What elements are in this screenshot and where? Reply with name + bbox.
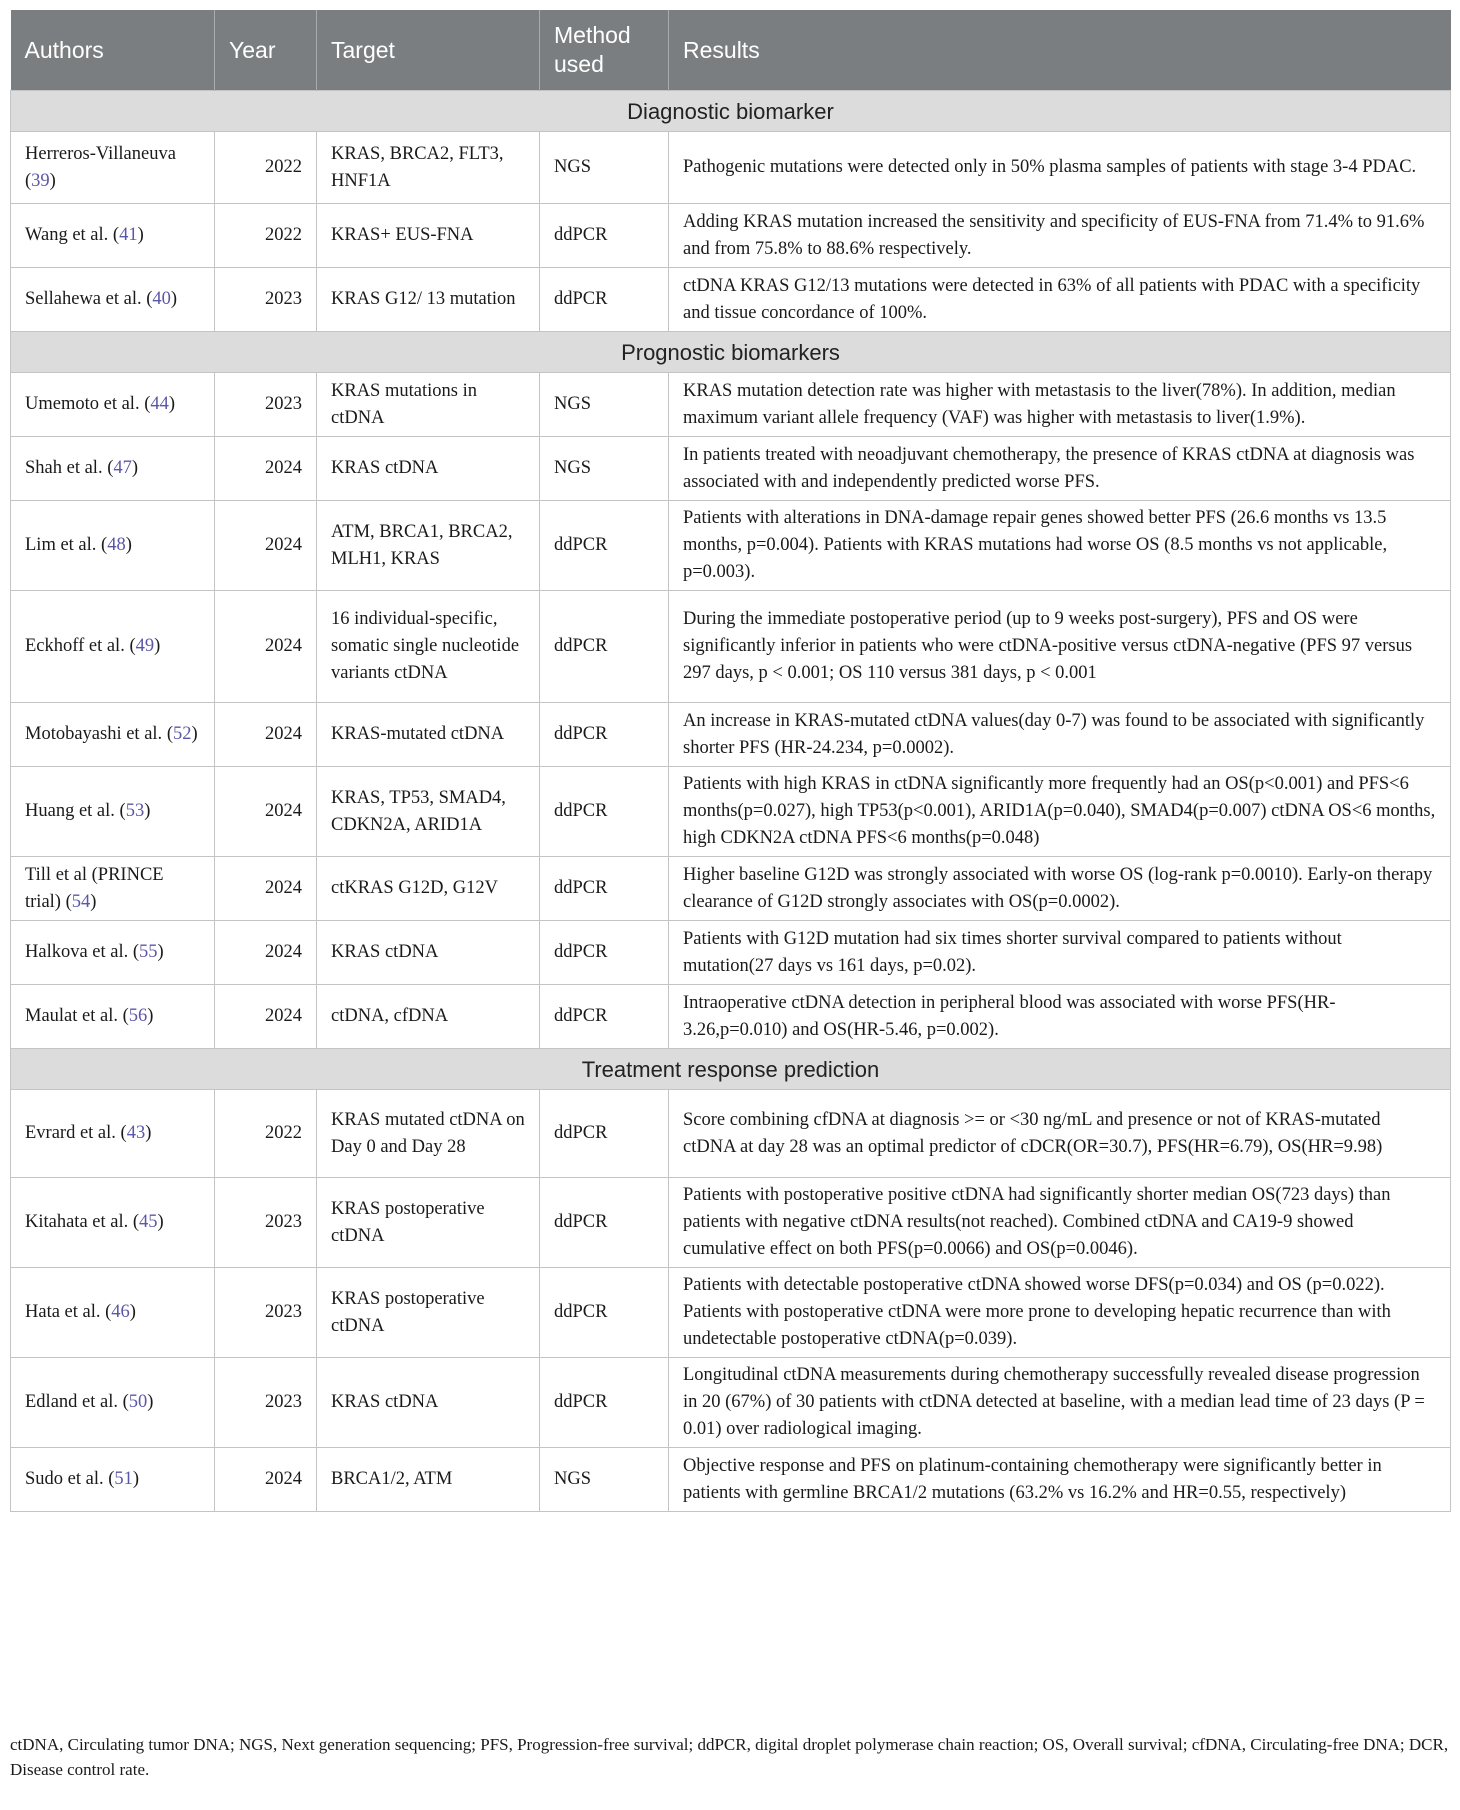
- author-cell: Till et al (PRINCE trial) (54): [11, 857, 215, 921]
- method-cell: NGS: [540, 132, 669, 204]
- reference-link[interactable]: 40: [152, 289, 171, 309]
- year-cell: 2024: [215, 767, 317, 857]
- result-cell: Score combining cfDNA at diagnosis >= or <30 ng/mL and presence or not of KRAS-mutated ctDNA at day 28 was an optimal predictor of cDCR(OR=30.7), PFS(HR=6.79), OS(HR=9.98): [669, 1090, 1451, 1178]
- author-cell: Wang et al. (41): [11, 204, 215, 268]
- year-cell: 2023: [215, 1178, 317, 1268]
- method-cell: ddPCR: [540, 857, 669, 921]
- year-cell: 2024: [215, 1448, 317, 1512]
- method-cell: ddPCR: [540, 1090, 669, 1178]
- result-cell: In patients treated with neoadjuvant chemotherapy, the presence of KRAS ctDNA at diagnosis was associated with and independently predicted worse PFS.: [669, 437, 1451, 501]
- target-cell: BRCA1/2, ATM: [317, 1448, 540, 1512]
- method-cell: ddPCR: [540, 268, 669, 332]
- reference-link[interactable]: 43: [126, 1123, 146, 1143]
- author-cell: Edland et al. (50): [11, 1358, 215, 1448]
- reference-link[interactable]: 41: [119, 225, 138, 245]
- target-cell: KRAS postoperative ctDNA: [317, 1268, 540, 1358]
- author-cell: Evrard et al. (43): [11, 1090, 215, 1178]
- biomarker-table: [10, 10, 1451, 1512]
- result-cell: ctDNA KRAS G12/13 mutations were detected in 63% of all patients with PDAC with a specificity and tissue concordance of 100%.: [669, 268, 1451, 332]
- author-cell: Shah et al. (47): [11, 437, 215, 501]
- result-cell: Objective response and PFS on platinum-containing chemotherapy were significantly better in patients with germline BRCA1/2 mutations (63.2% vs 16.2% and HR=0.55, respectively): [669, 1448, 1451, 1512]
- target-cell: KRAS ctDNA: [317, 437, 540, 501]
- table-row: [11, 921, 1451, 985]
- section-title: Prognostic biomarkers: [11, 332, 1451, 373]
- result-cell: Patients with high KRAS in ctDNA significantly more frequently had an OS(p<0.001) and PFS<6 months(p=0.027), high TP53(p<0.001), ARID1A(p=0.040), SMAD4(p=0.007) ctDNA OS<6 months, high CDKN2A ctDNA PFS<6 months(p=0.048): [669, 767, 1451, 857]
- result-cell: During the immediate postoperative period (up to 9 weeks post-surgery), PFS and OS were significantly inferior in patients who were ctDNA-positive versus ctDNA-negative (PFS 97 versus 297 days, p < 0.001; OS 110 versus 381 days, p < 0.001: [669, 591, 1451, 703]
- reference-link[interactable]: 46: [111, 1302, 130, 1322]
- author-name: Halkova et al.: [25, 942, 129, 962]
- header-year: Year: [215, 10, 317, 91]
- year-cell: 2022: [215, 132, 317, 204]
- result-cell: Pathogenic mutations were detected only in 50% plasma samples of patients with stage 3-4 PDAC.: [669, 132, 1451, 204]
- section-header-row: [11, 332, 1451, 373]
- year-cell: 2023: [215, 373, 317, 437]
- author-name: Umemoto et al.: [25, 394, 140, 414]
- target-cell: KRAS mutations in ctDNA: [317, 373, 540, 437]
- table-row: [11, 373, 1451, 437]
- section-header-row: [11, 1049, 1451, 1090]
- section-title: Diagnostic biomarker: [11, 91, 1451, 132]
- table-row: [11, 1090, 1451, 1178]
- table-row: [11, 268, 1451, 332]
- target-cell: KRAS, TP53, SMAD4, CDKN2A, ARID1A: [317, 767, 540, 857]
- table-row: [11, 1178, 1451, 1268]
- author-name: Motobayashi et al.: [25, 724, 163, 744]
- year-cell: 2023: [215, 1358, 317, 1448]
- year-cell: 2023: [215, 268, 317, 332]
- year-cell: 2024: [215, 921, 317, 985]
- reference-link[interactable]: 50: [128, 1392, 148, 1412]
- result-cell: Higher baseline G12D was strongly associated with worse OS (log-rank p=0.0010). Early-on therapy clearance of G12D strongly associates with OS(p=0.0002).: [669, 857, 1451, 921]
- year-cell: 2024: [215, 437, 317, 501]
- target-cell: ctKRAS G12D, G12V: [317, 857, 540, 921]
- author-name: Evrard et al.: [25, 1123, 116, 1143]
- table-row: [11, 591, 1451, 703]
- method-cell: NGS: [540, 1448, 669, 1512]
- result-cell: Patients with G12D mutation had six times shorter survival compared to patients without mutation(27 days vs 161 days, p=0.02).: [669, 921, 1451, 985]
- header-method: Method used: [540, 10, 669, 91]
- header-row: [11, 10, 1451, 91]
- author-cell: Motobayashi et al. (52): [11, 703, 215, 767]
- table-row: [11, 857, 1451, 921]
- author-cell: Huang et al. (53): [11, 767, 215, 857]
- author-name: Herreros-Villaneuva: [25, 143, 176, 164]
- header-results: Results: [669, 10, 1451, 91]
- method-cell: ddPCR: [540, 204, 669, 268]
- reference-link[interactable]: 54: [71, 891, 91, 912]
- section-header-row: [11, 91, 1451, 132]
- table-footnote: ctDNA, Circulating tumor DNA; NGS, Next generation sequencing; PFS, Progression-free survival; ddPCR, digital droplet polymerase chain reaction; OS, Overall survival; cfDNA, Circulating-free DNA; DCR, Disease control rate.: [10, 1735, 1449, 1779]
- author-name: Eckhoff et al.: [25, 636, 125, 656]
- target-cell: KRAS, BRCA2, FLT3, HNF1A: [317, 132, 540, 204]
- method-cell: ddPCR: [540, 1178, 669, 1268]
- author-cell: Lim et al. (48): [11, 501, 215, 591]
- author-cell: Hata et al. (46): [11, 1268, 215, 1358]
- author-name: Sudo et al.: [25, 1469, 104, 1489]
- author-name: Kitahata et al.: [25, 1212, 129, 1232]
- year-cell: 2024: [215, 985, 317, 1049]
- author-name: Edland et al.: [25, 1392, 118, 1412]
- table-row: [11, 132, 1451, 204]
- author-name: Maulat et al.: [25, 1006, 118, 1026]
- method-cell: ddPCR: [540, 1358, 669, 1448]
- author-cell: Sellahewa et al. (40): [11, 268, 215, 332]
- method-cell: ddPCR: [540, 591, 669, 703]
- table-row: [11, 1268, 1451, 1358]
- table-row: [11, 767, 1451, 857]
- year-cell: 2022: [215, 1090, 317, 1178]
- table-row: [11, 1358, 1451, 1448]
- reference-link[interactable]: 48: [107, 535, 126, 555]
- reference-link[interactable]: 51: [114, 1469, 133, 1489]
- section-title: Treatment response prediction: [11, 1049, 1451, 1090]
- author-name: Sellahewa et al.: [25, 289, 142, 309]
- method-cell: ddPCR: [540, 921, 669, 985]
- reference-link[interactable]: 39: [31, 170, 50, 191]
- reference-link[interactable]: 55: [139, 942, 158, 962]
- reference-link[interactable]: 44: [150, 394, 169, 414]
- result-cell: Longitudinal ctDNA measurements during chemotherapy successfully revealed disease progression in 20 (67%) of 30 patients with ctDNA detected at baseline, with a median lead time of 23 days (P = 0.01) over radiological imaging.: [669, 1358, 1451, 1448]
- year-cell: 2024: [215, 591, 317, 703]
- year-cell: 2024: [215, 703, 317, 767]
- author-name: Shah et al.: [25, 458, 103, 478]
- author-cell: Maulat et al. (56): [11, 985, 215, 1049]
- header-authors: Authors: [11, 10, 215, 91]
- year-cell: 2023: [215, 1268, 317, 1358]
- target-cell: KRAS-mutated ctDNA: [317, 703, 540, 767]
- method-cell: NGS: [540, 373, 669, 437]
- author-cell: Halkova et al. (55): [11, 921, 215, 985]
- result-cell: An increase in KRAS-mutated ctDNA values(day 0-7) was found to be associated with significantly shorter PFS (HR-24.234, p=0.0002).: [669, 703, 1451, 767]
- author-name: Lim et al.: [25, 535, 97, 555]
- target-cell: KRAS ctDNA: [317, 1358, 540, 1448]
- target-cell: 16 individual-specific, somatic single nucleotide variants ctDNA: [317, 591, 540, 703]
- table-row: [11, 437, 1451, 501]
- result-cell: Intraoperative ctDNA detection in peripheral blood was associated with worse PFS(HR-3.26,p=0.010) and OS(HR-5.46, p=0.002).: [669, 985, 1451, 1049]
- target-cell: KRAS ctDNA: [317, 921, 540, 985]
- reference-link[interactable]: 45: [139, 1212, 158, 1232]
- table-row: [11, 703, 1451, 767]
- author-cell: Eckhoff et al. (49): [11, 591, 215, 703]
- result-cell: Patients with postoperative positive ctDNA had significantly shorter median OS(723 days) than patients with negative ctDNA results(not reached). Combined ctDNA and CA19-9 showed cumulative effect on both PFS(p=0.0066) and OS(p=0.0046).: [669, 1178, 1451, 1268]
- method-cell: ddPCR: [540, 703, 669, 767]
- year-cell: 2024: [215, 501, 317, 591]
- result-cell: KRAS mutation detection rate was higher with metastasis to the liver(78%). In addition, median maximum variant allele frequency (VAF) was higher with metastasis to liver(1.9%).: [669, 373, 1451, 437]
- author-name: Hata et al.: [25, 1302, 101, 1322]
- reference-link[interactable]: 49: [135, 636, 155, 656]
- result-cell: Patients with detectable postoperative ctDNA showed worse DFS(p=0.034) and OS (p=0.022). Patients with postoperative ctDNA were more prone to developing hepatic recurrence than with undetectable postoperative ctDNA(p=0.039).: [669, 1268, 1451, 1358]
- result-cell: Adding KRAS mutation increased the sensitivity and specificity of EUS-FNA from 71.4% to 91.6% and from 75.8% to 88.6% respectively.: [669, 204, 1451, 268]
- target-cell: KRAS postoperative ctDNA: [317, 1178, 540, 1268]
- author-cell: Umemoto et al. (44): [11, 373, 215, 437]
- author-cell: Herreros-Villaneuva (39): [11, 132, 215, 204]
- table-container: [10, 10, 1450, 1512]
- author-cell: Kitahata et al. (45): [11, 1178, 215, 1268]
- result-cell: Patients with alterations in DNA-damage repair genes showed better PFS (26.6 months vs 13.5 months, p=0.004). Patients with KRAS mutations had worse OS (8.5 months vs not applicable, p=0.003).: [669, 501, 1451, 591]
- author-name: Wang et al.: [25, 225, 109, 245]
- year-cell: 2022: [215, 204, 317, 268]
- table-row: [11, 204, 1451, 268]
- reference-link[interactable]: 47: [113, 458, 132, 478]
- year-cell: 2024: [215, 857, 317, 921]
- target-cell: KRAS+ EUS-FNA: [317, 204, 540, 268]
- target-cell: ATM, BRCA1, BRCA2, MLH1, KRAS: [317, 501, 540, 591]
- reference-link[interactable]: 52: [172, 724, 192, 744]
- method-cell: ddPCR: [540, 1268, 669, 1358]
- header-target: Target: [317, 10, 540, 91]
- target-cell: ctDNA, cfDNA: [317, 985, 540, 1049]
- author-cell: Sudo et al. (51): [11, 1448, 215, 1512]
- author-name: Huang et al.: [25, 801, 115, 821]
- target-cell: KRAS mutated ctDNA on Day 0 and Day 28: [317, 1090, 540, 1178]
- target-cell: KRAS G12/ 13 mutation: [317, 268, 540, 332]
- table-row: [11, 985, 1451, 1049]
- reference-link[interactable]: 56: [128, 1006, 148, 1026]
- method-cell: ddPCR: [540, 501, 669, 591]
- table-row: [11, 501, 1451, 591]
- method-cell: ddPCR: [540, 767, 669, 857]
- method-cell: NGS: [540, 437, 669, 501]
- method-cell: ddPCR: [540, 985, 669, 1049]
- author-name: Till et al (PRINCE trial): [25, 864, 164, 912]
- reference-link[interactable]: 53: [125, 801, 145, 821]
- table-row: [11, 1448, 1451, 1512]
